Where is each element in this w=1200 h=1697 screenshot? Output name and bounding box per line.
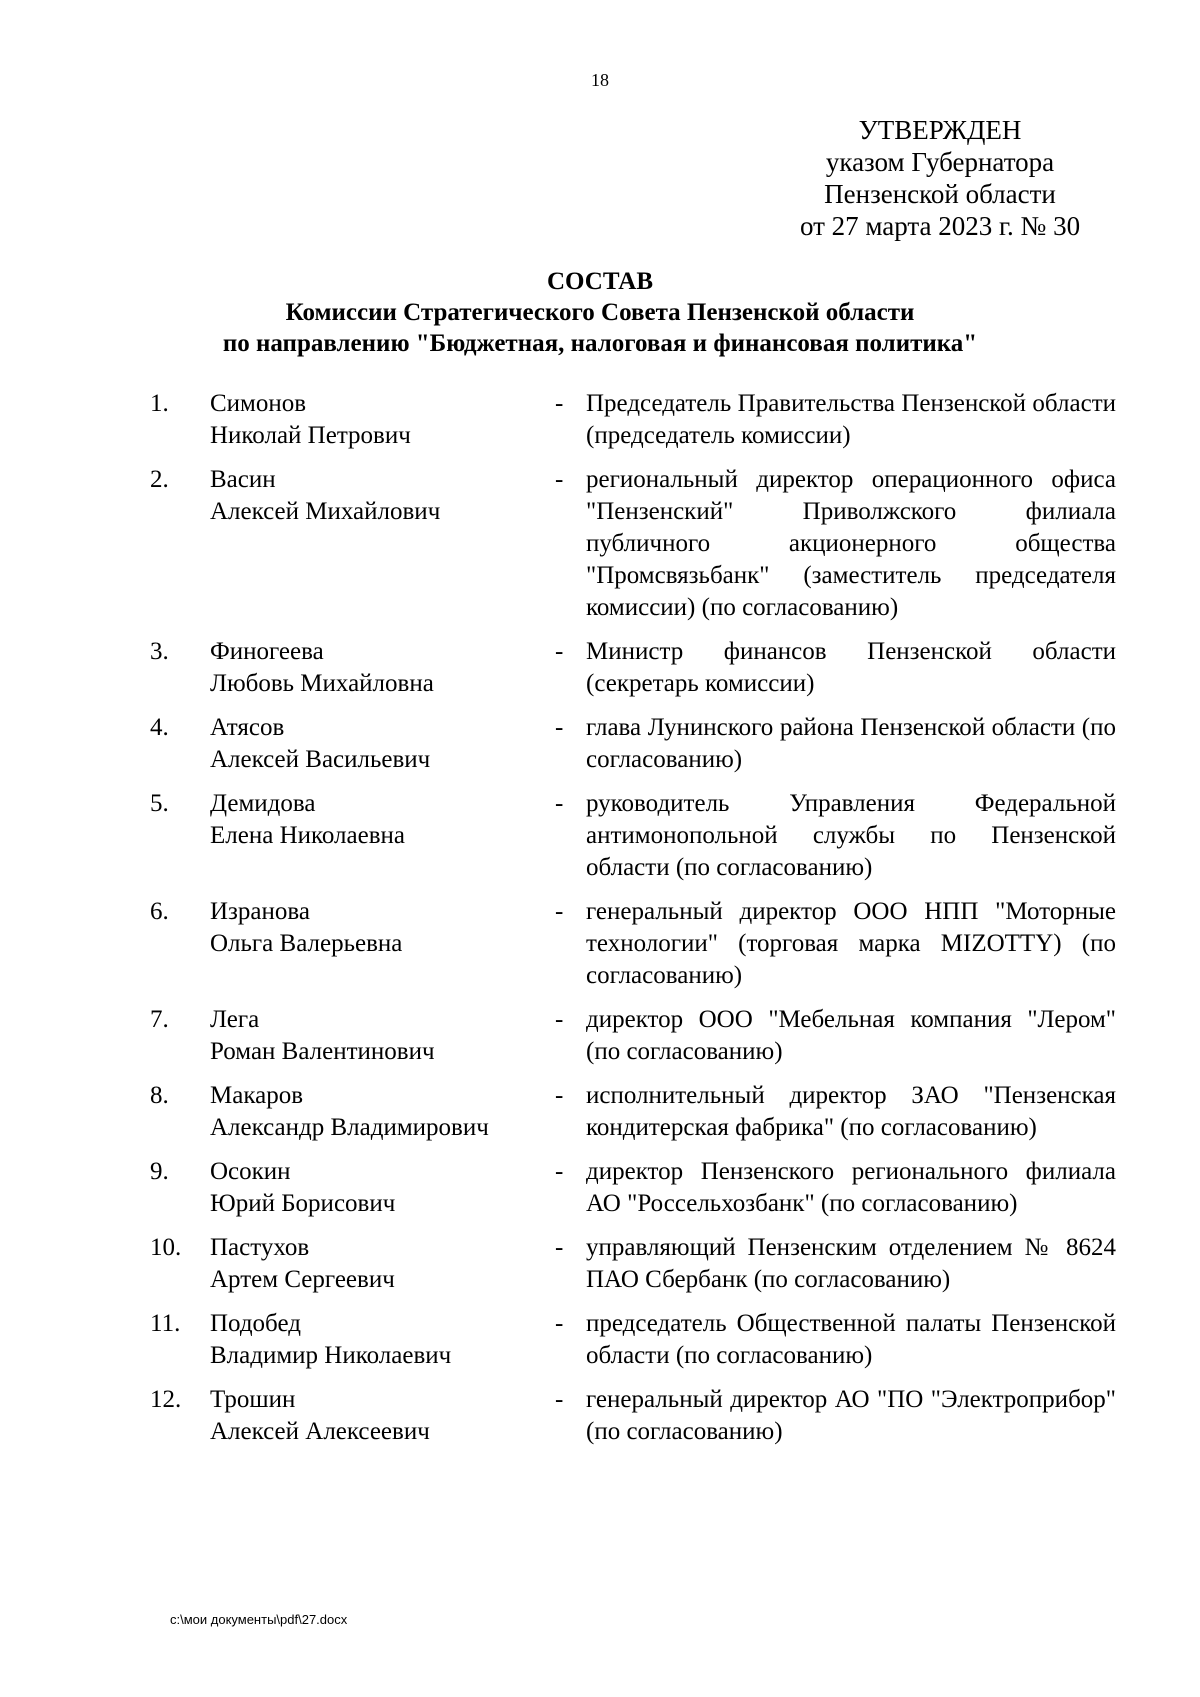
member-number: 10. bbox=[150, 1234, 182, 1261]
member-row bbox=[150, 788, 1130, 884]
member-surname: Изранова bbox=[210, 898, 310, 925]
member-surname: Симонов bbox=[210, 390, 307, 417]
member-surname: Демидова bbox=[210, 790, 316, 817]
member-row bbox=[150, 1308, 1130, 1372]
member-row bbox=[150, 1004, 1130, 1068]
member-dash: - bbox=[555, 1310, 564, 1337]
member-number: 4. bbox=[150, 714, 169, 741]
member-name bbox=[210, 636, 555, 700]
member-surname: Васин bbox=[210, 466, 276, 493]
member-surname: Трошин bbox=[210, 1386, 296, 1413]
member-dash: - bbox=[555, 466, 564, 493]
member-given-name: Юрий Борисович bbox=[210, 1190, 396, 1217]
member-role: генеральный директор ООО НПП "Моторные технологии" (торговая марка MIZOTTY) (по согласованию) bbox=[586, 898, 1116, 989]
member-role: управляющий Пензенским отделением № 8624 ПАО Сбербанк (по согласованию) bbox=[586, 1234, 1116, 1293]
member-row bbox=[150, 896, 1130, 992]
member-surname: Финогеева bbox=[210, 638, 324, 665]
member-given-name: Ольга Валерьевна bbox=[210, 930, 403, 957]
member-surname: Пастухов bbox=[210, 1234, 310, 1261]
page-number: 18 bbox=[591, 70, 609, 90]
member-number: 9. bbox=[150, 1158, 169, 1185]
member-number: 12. bbox=[150, 1386, 182, 1413]
approval-region: Пензенской области bbox=[824, 179, 1056, 209]
member-given-name: Любовь Михайловна bbox=[210, 670, 434, 697]
member-name bbox=[210, 1004, 555, 1068]
member-role: директор ООО "Мебельная компания "Лером" (по согласованию) bbox=[586, 1006, 1116, 1065]
member-name bbox=[210, 1080, 555, 1144]
member-role: региональный директор операционного офиса "Пензенский" Приволжского филиала публичного акционерного общества "Промсвязьбанк" (заместитель председателя комиссии) (по согласованию) bbox=[586, 466, 1116, 621]
member-dash: - bbox=[555, 1234, 564, 1261]
member-dash: - bbox=[555, 898, 564, 925]
member-surname: Атясов bbox=[210, 714, 285, 741]
member-role: генеральный директор АО "ПО "Электроприбор" (по согласованию) bbox=[586, 1386, 1116, 1445]
member-dash: - bbox=[555, 790, 564, 817]
member-given-name: Алексей Васильевич bbox=[210, 746, 431, 773]
approval-stamp bbox=[770, 114, 1110, 242]
member-number: 6. bbox=[150, 898, 169, 925]
member-name bbox=[210, 464, 555, 528]
member-dash: - bbox=[555, 390, 564, 417]
member-name bbox=[210, 896, 555, 960]
member-row bbox=[150, 636, 1130, 700]
member-role: директор Пензенского регионального филиала АО "Россельхозбанк" (по согласованию) bbox=[586, 1158, 1116, 1217]
approval-title: УТВЕРЖДЕН bbox=[858, 115, 1022, 145]
member-surname: Подобед bbox=[210, 1310, 301, 1337]
member-dash: - bbox=[555, 1386, 564, 1413]
member-row bbox=[150, 464, 1130, 624]
member-row bbox=[150, 1232, 1130, 1296]
member-surname: Лега bbox=[210, 1006, 260, 1033]
member-dash: - bbox=[555, 714, 564, 741]
member-row bbox=[150, 1156, 1130, 1220]
member-row bbox=[150, 388, 1130, 452]
member-dash: - bbox=[555, 1082, 564, 1109]
title-direction: по направлению "Бюджетная, налоговая и финансовая политика" bbox=[222, 330, 978, 357]
member-row bbox=[150, 1080, 1130, 1144]
member-name bbox=[210, 388, 555, 452]
approval-date: от 27 марта 2023 г. № 30 bbox=[799, 211, 1081, 241]
member-number: 3. bbox=[150, 638, 169, 665]
title-commission: Комиссии Стратегического Совета Пензенской области bbox=[285, 299, 915, 326]
member-given-name: Елена Николаевна bbox=[210, 822, 405, 849]
member-given-name: Александр Владимирович bbox=[210, 1114, 489, 1141]
member-role: руководитель Управления Федеральной антимонопольной службы по Пензенской области (по согласованию) bbox=[586, 790, 1116, 881]
member-role: исполнительный директор ЗАО "Пензенская кондитерская фабрика" (по согласованию) bbox=[586, 1082, 1116, 1141]
member-given-name: Владимир Николаевич bbox=[210, 1342, 452, 1369]
member-role: глава Лунинского района Пензенской области (по согласованию) bbox=[586, 714, 1116, 773]
member-name bbox=[210, 1232, 555, 1296]
member-name bbox=[210, 1384, 555, 1448]
member-row bbox=[150, 1384, 1130, 1448]
member-number: 2. bbox=[150, 466, 169, 493]
member-name bbox=[210, 788, 555, 852]
member-name bbox=[210, 712, 555, 776]
member-surname: Осокин bbox=[210, 1158, 291, 1185]
member-role: Министр финансов Пензенской области (секретарь комиссии) bbox=[586, 638, 1116, 697]
file-path-footer: c:\мои документы\pdf\27.docx bbox=[170, 1612, 348, 1627]
member-role: Председатель Правительства Пензенской области (председатель комиссии) bbox=[586, 390, 1116, 449]
member-dash: - bbox=[555, 1158, 564, 1185]
member-dash: - bbox=[555, 638, 564, 665]
document-title bbox=[0, 266, 1200, 359]
member-role: председатель Общественной палаты Пензенской области (по согласованию) bbox=[586, 1310, 1116, 1369]
member-name bbox=[210, 1308, 555, 1372]
member-dash: - bbox=[555, 1006, 564, 1033]
member-number: 11. bbox=[150, 1310, 181, 1337]
member-number: 8. bbox=[150, 1082, 169, 1109]
member-surname: Макаров bbox=[210, 1082, 303, 1109]
member-number: 5. bbox=[150, 790, 169, 817]
member-given-name: Артем Сергеевич bbox=[210, 1266, 395, 1293]
member-given-name: Николай Петрович bbox=[210, 422, 411, 449]
member-row bbox=[150, 712, 1130, 776]
member-given-name: Алексей Алексеевич bbox=[210, 1418, 430, 1445]
member-given-name: Алексей Михайлович bbox=[210, 498, 441, 525]
title-heading: СОСТАВ bbox=[546, 268, 654, 295]
approval-decree: указом Губернатора bbox=[825, 147, 1055, 177]
member-given-name: Роман Валентинович bbox=[210, 1038, 435, 1065]
members-list bbox=[150, 388, 1130, 1448]
member-name bbox=[210, 1156, 555, 1220]
member-number: 1. bbox=[150, 390, 169, 417]
member-number: 7. bbox=[150, 1006, 169, 1033]
